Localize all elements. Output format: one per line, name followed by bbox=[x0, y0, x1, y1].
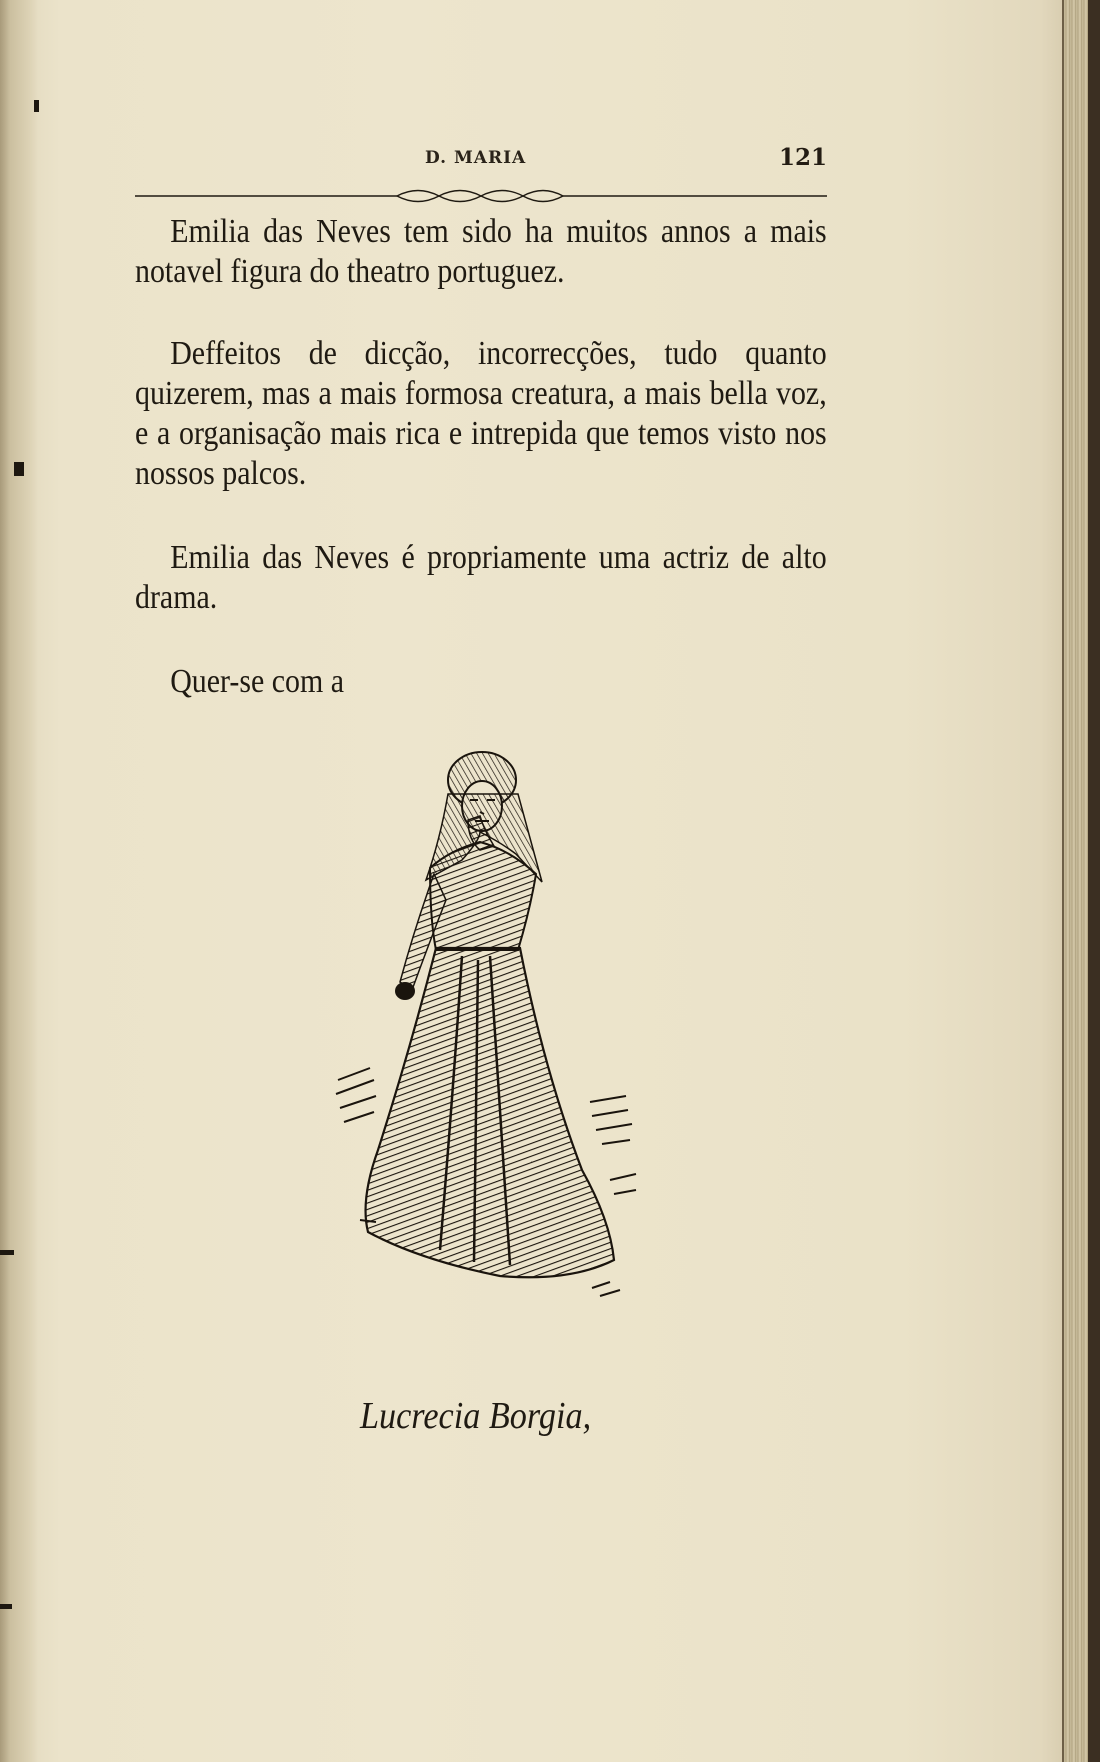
page-number: 121 bbox=[778, 144, 827, 171]
page-edge-shadow bbox=[1088, 0, 1100, 1762]
binding-mark bbox=[0, 1604, 12, 1609]
paragraph-1: Emilia das Neves tem sido ha muitos annos a mais notavel figura do theatro portuguez. bbox=[135, 213, 827, 290]
binding-mark bbox=[34, 100, 39, 112]
paragraph-3: Emilia das Neves é propriamente uma actriz de alto drama. bbox=[135, 539, 827, 616]
ornamental-rule bbox=[135, 186, 827, 210]
running-header bbox=[135, 146, 827, 176]
running-title: D. MARIA bbox=[425, 148, 527, 168]
paragraph-2: Deffeitos de dicção, incorrecções, tudo quanto quizerem, mas a mais formosa creatura, a mais bella voz, e a organisação mais rica e intrepida que temos visto nos nossos palcos. bbox=[135, 335, 827, 492]
page-gutter bbox=[0, 0, 38, 1762]
binding-mark bbox=[0, 1250, 14, 1255]
paragraph-4: Quer-se com a bbox=[170, 663, 345, 700]
engraving-illustration bbox=[330, 750, 660, 1330]
figure-caption: Lucrecia Borgia, bbox=[360, 1395, 592, 1437]
binding-mark bbox=[14, 462, 24, 476]
